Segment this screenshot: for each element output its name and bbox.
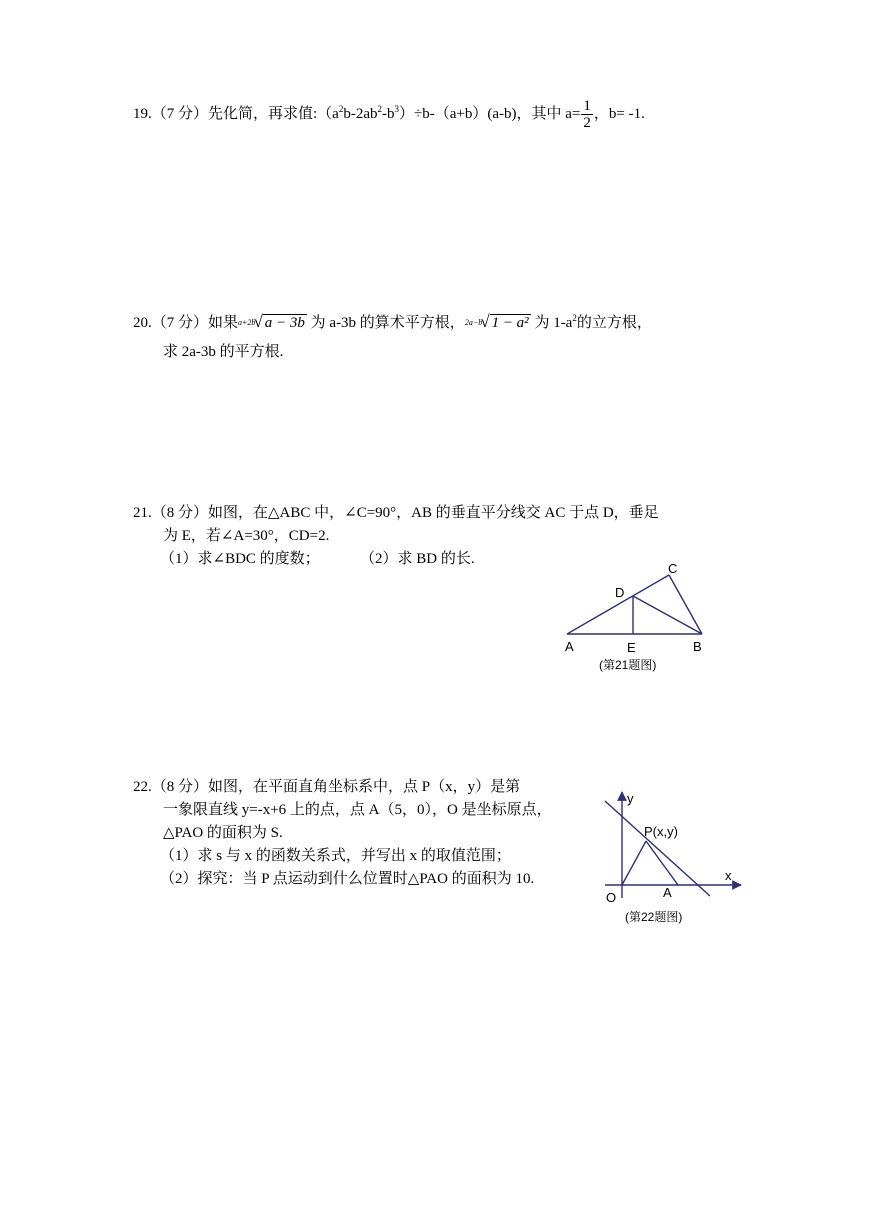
label-x: x (725, 868, 732, 883)
question-21-line-1: 21.（8 分）如图，在△ABC 中，∠C=90°，AB 的垂直平分线交 AC 于点 D，垂足 (133, 505, 659, 521)
label-a: A (565, 639, 574, 654)
segment-op (622, 841, 646, 885)
figure-caption: (第22题图) (625, 910, 683, 924)
question-number: 22. (133, 779, 152, 795)
label-b: B (693, 639, 702, 654)
radical-expression-2: 2a−b√ 1 − a² (464, 312, 529, 331)
question-22-subquestion-1: （1）求 s 与 x 的函数关系式，并写出 x 的取值范围； (160, 848, 511, 864)
label-a: A (663, 885, 672, 900)
radical-sign-icon: √ (480, 312, 490, 331)
question-number: 19. (133, 106, 152, 122)
question-20-line-1: 20.（7 分）如果a+2b√ a − 3b 为 a-3b 的算术平方根，2a−b√ 1 − a² 为 $1-a^2$的立方根， (133, 312, 652, 331)
radical-sign-icon: √ (253, 312, 263, 331)
question-number: 20. (133, 315, 152, 331)
question-number: 21. (133, 505, 152, 521)
label-o: O (606, 890, 617, 905)
question-score: （7 分） (151, 106, 209, 122)
question-21-subquestion-2: （2）求 BD 的长. (360, 551, 475, 567)
question-22-subquestion-2: （2）探究：当 P 点运动到什么位置时△PAO 的面积为 10. (160, 871, 535, 887)
label-c: C (668, 561, 678, 576)
figure-22-coordinate-plane (595, 785, 755, 935)
label-d: D (615, 585, 625, 600)
question-21-line-2: 为 E，若∠A=30°，CD=2. (163, 528, 330, 544)
segment-ac (567, 575, 669, 634)
question-22-line-3: △PAO 的面积为 S. (163, 825, 283, 841)
figure-caption: (第21题图) (599, 658, 657, 672)
line-y-equals-minus-x-plus-6 (605, 801, 710, 896)
question-22-line-2: 一象限直线 y=-x+6 上的点，点 A（5，0），O 是坐标原点， (163, 802, 552, 818)
question-20-line-2: 求 2a-3b 的平方根. (163, 344, 284, 360)
label-y: y (627, 791, 634, 806)
question-21-subquestion-1: （1）求∠BDC 的度数； (160, 551, 320, 567)
question-score: （7 分） (151, 315, 209, 331)
label-p: P(x,y) (644, 824, 678, 839)
fraction-one-half: $\frac{1}{2}$ (583, 98, 591, 132)
question-score: （8 分） (151, 779, 209, 795)
label-e: E (627, 640, 636, 655)
question-score: （8 分） (151, 505, 209, 521)
figure-21-triangle (555, 555, 755, 685)
question-22-line-1: 22.（8 分）如图，在平面直角坐标系中，点 P（x，y）是第 (133, 779, 521, 795)
question-19: 19.（7 分）先化简，再求值$:(a^2b-2ab^2-b^3)\div b-(a+b)(a-b)$，其中 a= $\frac{1}{2}$ ，b= -1. (133, 98, 645, 132)
radical-expression-1: a+2b√ a − 3b (238, 312, 305, 331)
